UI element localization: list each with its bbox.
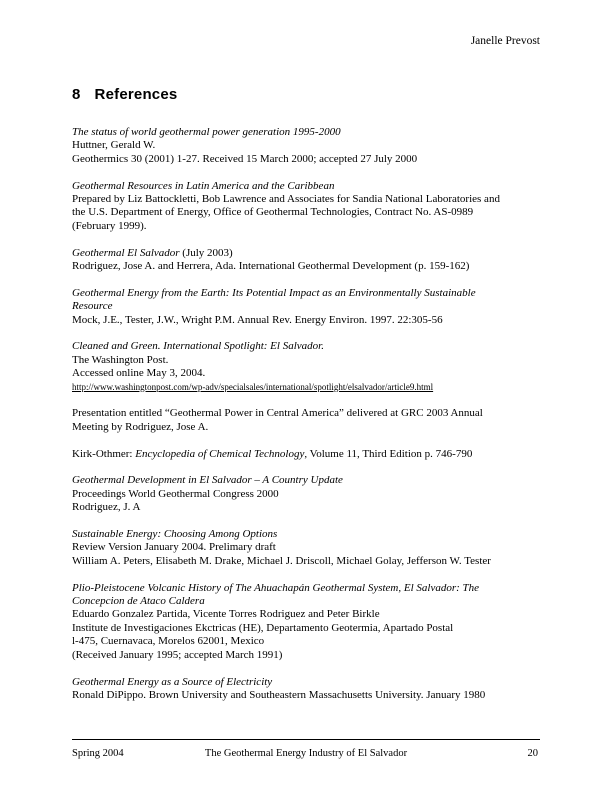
reference-text: Huttner, Gerald W. bbox=[72, 139, 156, 152]
reference-line bbox=[72, 193, 540, 206]
reference-text: Geothermal Energy from the Earth: Its Potential Impact as an Environmentally Sustainable bbox=[72, 286, 476, 299]
section-title: References bbox=[94, 86, 178, 103]
reference-item bbox=[72, 340, 540, 394]
reference-item bbox=[72, 582, 540, 662]
page-footer bbox=[72, 739, 540, 760]
reference-text: The status of world geothermal power generation 1995-2000 bbox=[72, 126, 341, 138]
reference-line bbox=[72, 635, 540, 648]
reference-text: Geothermal Resources in Latin America and the Caribbean bbox=[72, 179, 335, 192]
reference-item bbox=[72, 126, 540, 166]
reference-line bbox=[72, 582, 540, 595]
reference-line bbox=[72, 354, 540, 367]
reference-line bbox=[72, 260, 540, 273]
reference-text: Geothermal Development in El Salvador – A Country Update bbox=[72, 474, 343, 487]
reference-line bbox=[72, 501, 540, 514]
reference-line bbox=[72, 528, 540, 541]
reference-line bbox=[72, 340, 540, 353]
reference-text: Presentation entitled “Geothermal Power in Central America” delivered at GRC 2003 Annual bbox=[72, 407, 483, 420]
reference-item bbox=[72, 287, 540, 327]
references-list bbox=[72, 126, 540, 702]
reference-line bbox=[72, 474, 540, 487]
reference-text: Rodriguez, J. A bbox=[72, 501, 141, 514]
reference-text: (February 1999). bbox=[72, 219, 147, 232]
page-header bbox=[72, 0, 540, 48]
reference-line bbox=[72, 381, 540, 394]
reference-item bbox=[72, 676, 540, 703]
footer-semester: Spring 2004 bbox=[72, 748, 124, 759]
reference-text: Mock, J.E., Tester, J.W., Wright P.M. Annual Rev. Energy Environ. 1997. 22:305-56 bbox=[72, 313, 443, 326]
reference-item bbox=[72, 180, 540, 234]
reference-line bbox=[72, 180, 540, 193]
reference-text: Meeting by Rodriguez, Jose A. bbox=[72, 420, 209, 433]
reference-text: Accessed online May 3, 2004. bbox=[72, 367, 206, 380]
reference-text: (July 2003) bbox=[179, 246, 233, 259]
reference-text: Prepared by Liz Battockletti, Bob Lawrence and Associates for Sandia National Laboratories and bbox=[72, 193, 500, 206]
reference-text: the U.S. Department of Energy, Office of Geothermal Technologies, Contract No. AS-0989 bbox=[72, 206, 474, 219]
reference-text: Institute de Investigaciones Ekctricas (HE), Departamento Geotermia, Apartado Postal bbox=[72, 621, 454, 634]
reference-item bbox=[72, 407, 540, 434]
reference-item bbox=[72, 528, 540, 568]
reference-line bbox=[72, 595, 540, 608]
reference-line bbox=[72, 488, 540, 501]
reference-text: Ronald DiPippo. Brown University and Southeastern Massachusetts University. January 1980 bbox=[72, 688, 486, 701]
reference-item bbox=[72, 474, 540, 514]
reference-text: Geothermics 30 (2001) 1-27. Received 15 March 2000; accepted 27 July 2000 bbox=[72, 152, 418, 165]
reference-line bbox=[72, 448, 540, 461]
footer-document-title: The Geothermal Energy Industry of El Salvador bbox=[204, 748, 408, 759]
reference-line bbox=[72, 126, 540, 139]
reference-text: , Volume 11, Third Edition p. 746-790 bbox=[304, 447, 473, 460]
reference-item bbox=[72, 448, 540, 461]
reference-text: Resource bbox=[72, 300, 113, 313]
reference-text: Encyclopedia of Chemical Technology bbox=[135, 447, 305, 460]
reference-text: Plio-Pleistocene Volcanic History of The Ahuachapán Geothermal System, El Salvador: The bbox=[72, 581, 480, 594]
reference-line bbox=[72, 421, 540, 434]
reference-text: Kirk-Othmer: bbox=[72, 447, 136, 460]
reference-text: Concepcion de Ataco Caldera bbox=[72, 595, 205, 608]
reference-line bbox=[72, 206, 540, 219]
reference-text: Review Version January 2004. Prelimary draft bbox=[72, 541, 276, 554]
reference-text: (Received January 1995; accepted March 1991) bbox=[72, 648, 283, 661]
section-number: 8 bbox=[72, 86, 81, 103]
reference-line bbox=[72, 676, 540, 689]
reference-text: Sustainable Energy: Choosing Among Options bbox=[72, 528, 278, 541]
reference-text: Rodriguez, Jose A. and Herrera, Ada. International Geothermal Development (p. 159-162) bbox=[72, 260, 470, 273]
reference-line bbox=[72, 300, 540, 313]
reference-line bbox=[72, 555, 540, 568]
reference-line bbox=[72, 287, 540, 300]
reference-line bbox=[72, 139, 540, 152]
reference-text: Cleaned and Green. International Spotlight: El Salvador. bbox=[72, 340, 324, 353]
reference-line bbox=[72, 608, 540, 621]
footer-page-number: 20 bbox=[527, 748, 538, 759]
section-heading bbox=[72, 86, 540, 104]
reference-line bbox=[72, 649, 540, 662]
reference-line bbox=[72, 153, 540, 166]
reference-text: William A. Peters, Elisabeth M. Drake, Michael J. Driscoll, Michael Golay, Jefferson W. Tester bbox=[72, 554, 491, 567]
reference-item bbox=[72, 247, 540, 274]
reference-line bbox=[72, 247, 540, 260]
reference-text: l-475, Cuernavaca, Morelos 62001, Mexico bbox=[72, 635, 265, 648]
author-name: Janelle Prevost bbox=[470, 35, 540, 47]
reference-text: Geothermal El Salvador bbox=[72, 246, 180, 259]
reference-text: The Washington Post. bbox=[72, 353, 169, 366]
reference-text: Geothermal Energy as a Source of Electricity bbox=[72, 675, 273, 688]
reference-text: Eduardo Gonzalez Partida, Vicente Torres Rodriguez and Peter Birkle bbox=[72, 608, 380, 621]
reference-text: Proceedings World Geothermal Congress 2000 bbox=[72, 487, 279, 500]
reference-line bbox=[72, 622, 540, 635]
reference-line bbox=[72, 314, 540, 327]
reference-line bbox=[72, 407, 540, 420]
reference-line bbox=[72, 689, 540, 702]
reference-line bbox=[72, 541, 540, 554]
reference-line bbox=[72, 220, 540, 233]
reference-line bbox=[72, 367, 540, 380]
reference-url-link[interactable]: http://www.washingtonpost.com/wp-adv/specialsales/international/spotlight/elsalvador/article9.html bbox=[72, 381, 434, 392]
